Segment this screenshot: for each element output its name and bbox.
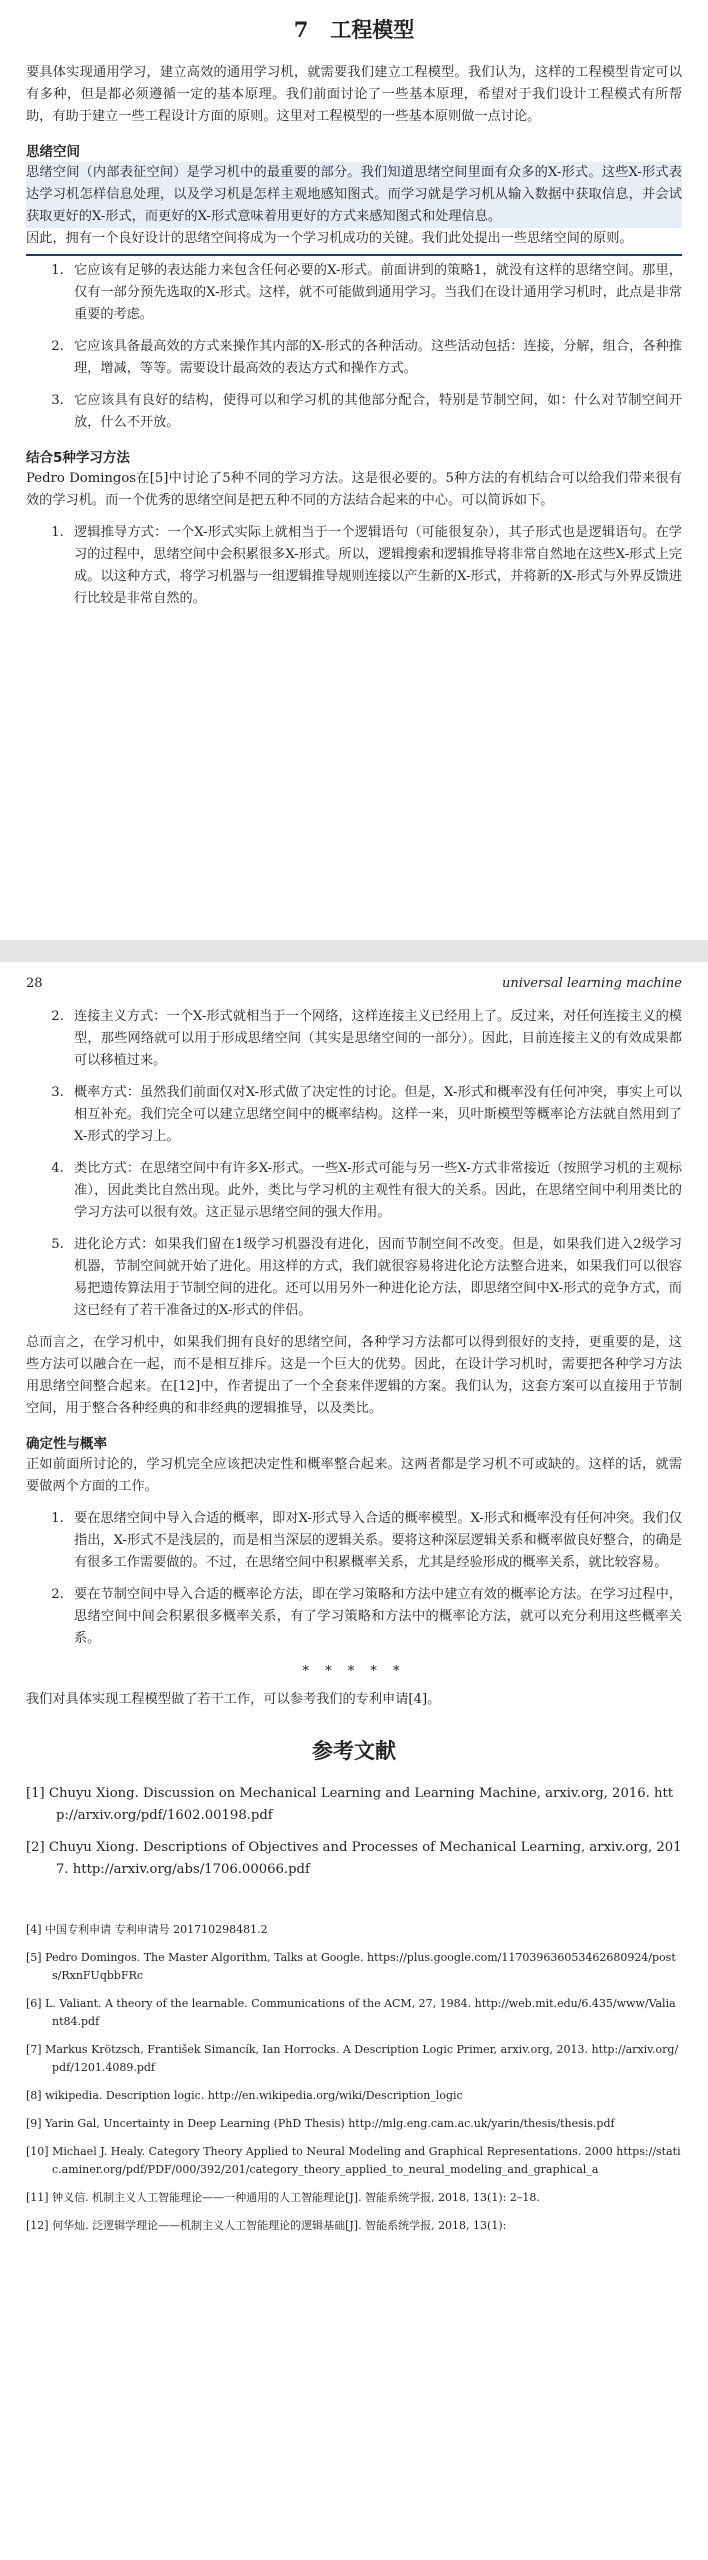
reference-item [26,2115,682,2133]
highlight-rule [26,254,682,256]
reference-text: Markus Krötzsch, František Simancík, Ian Horrocks. A Description Logic Primer, arxiv.org, 2013. http://arxiv.org/pdf/1201.4089.pdf [45,2043,679,2074]
section-heading-five-methods: 结合5种学习方法 [26,450,130,466]
running-header [26,976,682,996]
page-number: 28 [26,976,43,991]
reference-text: L. Valiant. A theory of the learnable. Communications of the ACM, 27, 1984. http://web.mit.edu/6.435/www/Valiant84.pdf [45,1997,676,2028]
principles-list [26,260,682,434]
reference-item [26,2143,682,2179]
chapter-heading [26,14,682,44]
reference-number: [6] [26,1997,42,2010]
page-separator [0,940,708,962]
intro-paragraph: 要具体实现通用学习，建立高效的通用学习机，就需要我们建立工程模型。我们认为，这样的工程模型肯定可以有多种，但是都必须遵循一定的基本原理。我们前面讨论了一些基本原理，希望对于我们设计工程模式有所帮助，有助于建立一些工程设计方面的原则。这里对工程模型的一些基本原则做一点讨论。 [26,65,682,124]
reference-number: [5] [26,1951,42,1964]
reference-item [26,1783,682,1827]
section-stars: * * * * * [302,1664,406,1679]
reference-text: 钟义信. 机制主义人工智能理论——一种通用的人工智能理论[J]. 智能系统学报, 2018, 13(1): 2–18. [52,2191,540,2204]
reference-item [26,1921,682,1939]
reference-number: [9] [26,2117,42,2130]
reference-item [26,2217,682,2235]
reference-item [26,2087,682,2105]
reference-text: Chuyu Xiong. Descriptions of Objectives and Processes of Mechanical Learning, arxiv.org, 2017. http://arxiv.org/abs/1706.00066.pdf [48,1840,682,1877]
section-heading-determinism-probability: 确定性与概率 [26,1436,107,1452]
reference-text: Michael J. Healy. Category Theory Applied to Neural Modeling and Graphical Representations. 2000 https://static.aminer.org/pdf/PDF/000/392/201/category_theory_applied_to_neural_modeling_and_graphical_a [52,2145,681,2176]
method-item: 5. 进化论方式：如果我们留在1级学习机器没有进化，因而节制空间不改变。但是，如果我们进入2级学习机器，节制空间就开始了进化。用这样的方式，我们就很容易将进化论方法整合进来，如果我们可以很容易把遗传算法用于节制空间的进化。还可以用另外一种进化论方法，即思绪空间中X-形式的竞争方式，而这已经有了若干准备过的X-形式的伴侣。 [68,1234,682,1322]
principle-item: 1. 它应该有足够的表达能力来包含任何必要的X-形式。前面讲到的策略1，就没有这样的思绪空间。那里，仅有一部分预先选取的X-形式。这样，就不可能做到通用学习。当我们在设计通用学习机时，此点是非常重要的考虑。 [68,260,682,326]
method-item: 2. 连接主义方式：一个X-形式就相当于一个网络，这样连接主义已经用上了。反过来，对任何连接主义的模型，那些网络就可以用于形成思绪空间（其实是思绪空间的一部分）。因此，目前连接主义的有效成果都可以移植过来。 [68,1006,682,1072]
reference-text: 何华灿. 泛逻辑学理论——机制主义人工智能理论的逻辑基础[J]. 智能系统学报, 2018, 13(1): [52,2219,507,2232]
chapter-number: 7 [293,17,309,42]
page-2 [0,962,708,2560]
reference-item [26,2189,682,2207]
five-methods-paragraph: Pedro Domingos在[5]中讨论了5种不同的学习方法。这是很必要的。5种方法的有机结合可以给我们带来很有效的学习机。而一个优秀的思绪空间是把五种不同的方法结合起来的中心。可以简诉如下。 [26,471,682,508]
methods-list-part2 [26,1006,682,1322]
principle-item: 3. 它应该具有良好的结构，使得可以和学习机的其他部分配合，特别是节制空间，如：什么对节制空间开放，什么不开放。 [68,390,682,434]
reference-item [26,1995,682,2031]
reference-number: [7] [26,2043,42,2056]
determinism-paragraph: 正如前面所讨论的，学习机完全应该把决定性和概率整合起来。这两者都是学习机不可或缺的。这样的话，就需要做两个方面的工作。 [26,1457,682,1494]
reference-text: Chuyu Xiong. Discussion on Mechanical Learning and Learning Machine, arxiv.org, 2016. http://arxiv.org/pdf/1602.00198.pdf [48,1786,674,1823]
reference-number: [2] [26,1840,45,1855]
reference-number: [10] [26,2145,49,2158]
summary-paragraph: 总而言之，在学习机中，如果我们拥有良好的思绪空间，各种学习方法都可以得到很好的支持，更重要的是，这些方法可以融合在一起，而不是相互排斥。这是一个巨大的优势。因此，在设计学习机时，需要把各种学习方法用思绪空间整合起来。在[12]中，作者提出了一个全套来伴逻辑的方案。我们认为，这套方案可以直接用于节制空间，用于整合各种经典的和非经典的逻辑推导，以及类比。 [26,1335,682,1416]
page-2-content [26,1006,682,2245]
thought-space-paragraph: 思绪空间（内部表征空间）是学习机中的最重要的部分。我们知道思绪空间里面有众多的X-形式。这些X-形式表达学习机怎样信息处理，以及学习机是怎样主观地感知图式。而学习就是学习机从输入数据中获取信息，并会试获取更好的X-形式，而更好的X-形式意味着用更好的方式来感知图式和处理信息。 [26,162,682,228]
reference-text: Yarin Gal, Uncertainty in Deep Learning (PhD Thesis) http://mlg.eng.cam.ac.uk/yarin/thesis/thesis.pdf [45,2117,615,2130]
probability-list [26,1508,682,1650]
reference-number: [11] [26,2191,49,2204]
closing-paragraph: 我们对具体实现工程模型做了若干工作，可以参考我们的专利申请[4]。 [26,1692,441,1707]
reference-text: Pedro Domingos. The Master Algorithm, Talks at Google. https://plus.google.com/117039636053462680924/posts/RxnFUqbbFRc [45,1951,676,1982]
method-item: 4. 类比方式：在思绪空间中有许多X-形式。一些X-形式可能与另一些X-方式非常接近（按照学习机的主观标准），因此类比自然出现。此外，类比与学习机的主观性有很大的关系。因此，在思绪空间中利用类比的学习方法可以很有效。这正显示思绪空间的强大作用。 [68,1158,682,1224]
methods-list-part1 [26,522,682,610]
reference-number: [8] [26,2089,42,2102]
reference-item [26,1949,682,1985]
page-1-content [26,0,682,620]
principle-item: 2. 它应该具备最高效的方式来操作其内部的X-形式的各种活动。这些活动包括：连接，分解，组合，各种推理，增减，等等。需要设计最高效的表达方式和操作方式。 [68,336,682,380]
reference-text: 中国专利申请 专利申请号 201710298481.2 [45,1923,268,1936]
references-heading: 参考文献 [312,1738,396,1763]
probability-item: 2. 要在节制空间中导入合适的概率论方法，即在学习策略和方法中建立有效的概率论方法。在学习过程中，思绪空间中间会积累很多概率关系，有了学习策略和方法中的概率论方法，就可以充分利用这些概率关系。 [68,1584,682,1650]
running-title: universal learning machine [502,976,682,991]
page-1 [0,0,708,940]
reference-text: wikipedia. Description logic. http://en.wikipedia.org/wiki/Description_logic [45,2089,463,2102]
method-item: 1. 逻辑推导方式：一个X-形式实际上就相当于一个逻辑语句（可能很复杂），其子形式也是逻辑语句。在学习的过程中，思绪空间中会积累很多X-形式。所以，逻辑搜索和逻辑推导将非常自然地在这些X-形式上完成。以这种方式，将学习机器与一组逻辑推导规则连接以产生新的X-形式，并将新的X-形式与外界反馈进行比较是非常自然的。 [68,522,682,610]
reference-number: [12] [26,2219,49,2232]
reference-number: [4] [26,1923,42,1936]
chapter-title: 工程模型 [330,17,415,42]
method-item: 3. 概率方式：虽然我们前面仅对X-形式做了决定性的讨论。但是，X-形式和概率没有任何冲突，事实上可以相互补充。我们完全可以建立思绪空间中的概率结构。这样一来，贝叶斯模型等概率论方法就自然用到了X-形式的学习上。 [68,1082,682,1148]
section-heading-thought-space: 思绪空间 [26,144,80,160]
reference-number: [1] [26,1786,45,1801]
reference-item [26,2041,682,2077]
thought-space-principles-intro: 因此，拥有一个良好设计的思绪空间将成为一个学习机成功的关键。我们此处提出一些思绪空间的原则。 [26,231,633,246]
reference-item [26,1837,682,1881]
probability-item: 1. 要在思绪空间中导入合适的概率，即对X-形式导入合适的概率模型。X-形式和概率没有任何冲突。我们仅指出，X-形式不是浅层的，而是相当深层的逻辑关系。要将这种深层逻辑关系和概率做良好整合，的确是有很多工作需要做的。不过，在思绪空间中积累概率关系，尤其是经验形成的概率关系，就比较容易。 [68,1508,682,1574]
